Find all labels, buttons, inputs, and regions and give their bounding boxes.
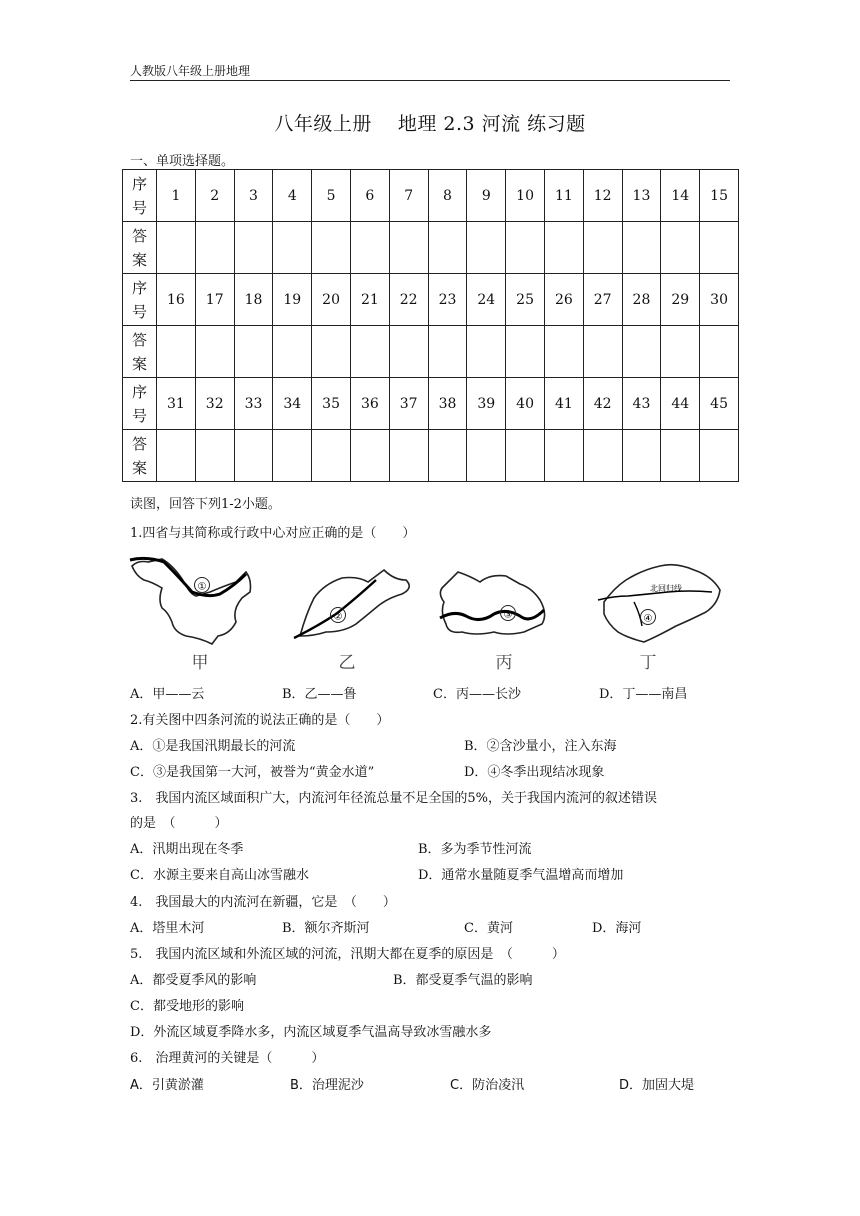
question-number-cell: 43 bbox=[622, 378, 661, 430]
q6-option-c: C．防治凌汛 bbox=[450, 1078, 525, 1093]
question-3-stem-line2: 的是 （ ） bbox=[130, 816, 228, 831]
question-number-cell: 40 bbox=[506, 378, 545, 430]
q3-option-a: A．汛期出现在冬季 bbox=[130, 842, 244, 857]
answer-cell[interactable] bbox=[195, 326, 234, 378]
question-number-cell: 1 bbox=[157, 170, 196, 222]
province-maps-figure bbox=[128, 552, 733, 677]
title-part1: 八年级上册 bbox=[274, 113, 372, 135]
answer-cell[interactable] bbox=[583, 326, 622, 378]
q1-option-a: A．甲——云 bbox=[130, 687, 205, 702]
question-number-cell: 31 bbox=[157, 378, 196, 430]
question-5-stem: 5. 我国内流区域和外流区域的河流，汛期大都在夏季的原因是 （ ） bbox=[130, 947, 565, 962]
answer-row bbox=[123, 222, 739, 274]
question-number-cell: 17 bbox=[195, 274, 234, 326]
title-part2: 地理 2.3 河流 练习题 bbox=[397, 113, 586, 135]
answer-cell[interactable] bbox=[544, 326, 583, 378]
q6-option-a: A．引黄淤灌 bbox=[130, 1078, 204, 1093]
answer-cell[interactable] bbox=[622, 326, 661, 378]
question-number-cell: 21 bbox=[350, 274, 389, 326]
answer-cell[interactable] bbox=[506, 430, 545, 482]
q2-option-b: B．②含沙量小，注入东海 bbox=[464, 739, 617, 754]
answer-cell[interactable] bbox=[157, 430, 196, 482]
page-title bbox=[0, 109, 860, 136]
answer-table bbox=[122, 169, 739, 482]
answer-cell[interactable] bbox=[312, 326, 351, 378]
question-number-cell: 15 bbox=[700, 170, 739, 222]
q5-option-b: B．都受夏季气温的影响 bbox=[393, 973, 533, 988]
answer-cell[interactable] bbox=[700, 222, 739, 274]
answer-cell[interactable] bbox=[350, 430, 389, 482]
answer-cell[interactable] bbox=[661, 430, 700, 482]
map-marker-1: ① bbox=[197, 581, 207, 593]
answer-cell[interactable] bbox=[467, 430, 506, 482]
question-number-cell: 2 bbox=[195, 170, 234, 222]
answer-cell[interactable] bbox=[700, 326, 739, 378]
answer-cell[interactable] bbox=[428, 222, 467, 274]
answer-label: 答 案 bbox=[123, 222, 157, 274]
question-number-cell: 12 bbox=[583, 170, 622, 222]
question-number-cell: 34 bbox=[273, 378, 312, 430]
answer-cell[interactable] bbox=[544, 430, 583, 482]
answer-cell[interactable] bbox=[157, 326, 196, 378]
map-marker-2: ② bbox=[333, 611, 343, 623]
map-label-ding: 丁 bbox=[639, 653, 657, 673]
question-number-cell: 23 bbox=[428, 274, 467, 326]
answer-cell[interactable] bbox=[544, 222, 583, 274]
question-number-cell: 19 bbox=[273, 274, 312, 326]
q4-option-d: D．海河 bbox=[592, 921, 642, 936]
question-number-cell: 16 bbox=[157, 274, 196, 326]
answer-cell[interactable] bbox=[389, 222, 428, 274]
q4-option-b: B．额尔齐斯河 bbox=[282, 921, 370, 936]
question-number-cell: 38 bbox=[428, 378, 467, 430]
q5-option-c: C．都受地形的影响 bbox=[130, 999, 244, 1014]
answer-cell[interactable] bbox=[506, 326, 545, 378]
question-number-cell: 32 bbox=[195, 378, 234, 430]
answer-cell[interactable] bbox=[157, 222, 196, 274]
map-label-yi: 乙 bbox=[338, 653, 356, 673]
q3-option-c: C．水源主要来自高山冰雪融水 bbox=[130, 868, 309, 883]
answer-cell[interactable] bbox=[622, 222, 661, 274]
answer-cell[interactable] bbox=[312, 222, 351, 274]
seq-row bbox=[123, 378, 739, 430]
question-number-cell: 44 bbox=[661, 378, 700, 430]
answer-row bbox=[123, 326, 739, 378]
answer-cell[interactable] bbox=[583, 222, 622, 274]
header-divider bbox=[130, 80, 730, 81]
section-heading: 一、单项选择题。 bbox=[130, 154, 235, 169]
question-number-cell: 41 bbox=[544, 378, 583, 430]
map-marker-4: ④ bbox=[643, 613, 653, 625]
answer-cell[interactable] bbox=[583, 430, 622, 482]
tropic-line-label: 北回归线 bbox=[650, 584, 682, 593]
question-number-cell: 33 bbox=[234, 378, 273, 430]
question-number-cell: 36 bbox=[350, 378, 389, 430]
answer-cell[interactable] bbox=[428, 430, 467, 482]
question-number-cell: 42 bbox=[583, 378, 622, 430]
question-number-cell: 14 bbox=[661, 170, 700, 222]
seq-row bbox=[123, 274, 739, 326]
question-number-cell: 35 bbox=[312, 378, 351, 430]
answer-cell[interactable] bbox=[350, 222, 389, 274]
question-number-cell: 20 bbox=[312, 274, 351, 326]
map-marker-3: ③ bbox=[503, 609, 513, 621]
q1-option-c: C．丙——长沙 bbox=[433, 687, 521, 702]
question-number-cell: 6 bbox=[350, 170, 389, 222]
answer-cell[interactable] bbox=[195, 430, 234, 482]
answer-cell[interactable] bbox=[234, 430, 273, 482]
answer-cell[interactable] bbox=[234, 326, 273, 378]
seq-row bbox=[123, 170, 739, 222]
question-number-cell: 24 bbox=[467, 274, 506, 326]
question-1-stem: 1.四省与其简称或行政中心对应正确的是（ ） bbox=[130, 526, 416, 541]
answer-cell[interactable] bbox=[389, 326, 428, 378]
question-number-cell: 27 bbox=[583, 274, 622, 326]
map-jia bbox=[130, 558, 251, 673]
question-number-cell: 39 bbox=[467, 378, 506, 430]
question-number-cell: 8 bbox=[428, 170, 467, 222]
question-number-cell: 13 bbox=[622, 170, 661, 222]
q2-option-c: C．③是我国第一大河，被誉为“黄金水道” bbox=[130, 765, 375, 780]
question-number-cell: 3 bbox=[234, 170, 273, 222]
answer-cell[interactable] bbox=[350, 326, 389, 378]
question-number-cell: 25 bbox=[506, 274, 545, 326]
question-number-cell: 18 bbox=[234, 274, 273, 326]
seq-label: 序 号 bbox=[123, 170, 157, 222]
q1-option-d: D．丁——南昌 bbox=[599, 687, 688, 702]
map-yi bbox=[294, 570, 409, 673]
question-number-cell: 45 bbox=[700, 378, 739, 430]
map-ding bbox=[598, 565, 720, 673]
q1-option-b: B．乙——鲁 bbox=[282, 687, 357, 702]
question-3-stem-line1: 3. 我国内流区域面积广大，内流河年径流总量不足全国的5%，关于我国内流河的叙述错误 bbox=[130, 791, 658, 806]
answer-cell[interactable] bbox=[389, 430, 428, 482]
answer-label: 答 案 bbox=[123, 326, 157, 378]
question-number-cell: 37 bbox=[389, 378, 428, 430]
q2-option-a: A．①是我国汛期最长的河流 bbox=[130, 739, 296, 754]
q5-option-a: A．都受夏季风的影响 bbox=[130, 973, 257, 988]
answer-cell[interactable] bbox=[273, 430, 312, 482]
answer-cell[interactable] bbox=[506, 222, 545, 274]
answer-cell[interactable] bbox=[661, 222, 700, 274]
map-label-jia: 甲 bbox=[191, 653, 209, 673]
answer-label: 答 案 bbox=[123, 430, 157, 482]
question-number-cell: 10 bbox=[506, 170, 545, 222]
q3-option-d: D．通常水量随夏季气温增高而增加 bbox=[418, 868, 624, 883]
question-6-stem: 6. 治理黄河的关键是（ ） bbox=[130, 1051, 325, 1066]
question-number-cell: 26 bbox=[544, 274, 583, 326]
q4-option-c: C．黄河 bbox=[464, 921, 513, 936]
map-label-bing: 丙 bbox=[495, 653, 513, 673]
answer-cell[interactable] bbox=[467, 326, 506, 378]
q6-option-b: B．治理泥沙 bbox=[290, 1078, 364, 1093]
answer-cell[interactable] bbox=[273, 222, 312, 274]
question-number-cell: 29 bbox=[661, 274, 700, 326]
answer-cell[interactable] bbox=[661, 326, 700, 378]
q5-option-d: D．外流区域夏季降水多，内流区域夏季气温高导致冰雪融水多 bbox=[130, 1025, 492, 1040]
page-header: 人教版八年级上册地理 bbox=[130, 64, 251, 78]
answer-cell[interactable] bbox=[700, 430, 739, 482]
map-bing bbox=[440, 572, 545, 673]
answer-cell[interactable] bbox=[312, 430, 351, 482]
question-number-cell: 30 bbox=[700, 274, 739, 326]
question-number-cell: 11 bbox=[544, 170, 583, 222]
question-number-cell: 28 bbox=[622, 274, 661, 326]
question-number-cell: 9 bbox=[467, 170, 506, 222]
q2-option-d: D．④冬季出现结冰现象 bbox=[464, 765, 605, 780]
seq-label: 序 号 bbox=[123, 378, 157, 430]
question-number-cell: 5 bbox=[312, 170, 351, 222]
question-2-stem: 2.有关图中四条河流的说法正确的是（ ） bbox=[130, 713, 390, 728]
answer-cell[interactable] bbox=[428, 326, 467, 378]
answer-cell[interactable] bbox=[467, 222, 506, 274]
q3-option-b: B．多为季节性河流 bbox=[418, 842, 532, 857]
question-number-cell: 4 bbox=[273, 170, 312, 222]
answer-cell[interactable] bbox=[234, 222, 273, 274]
question-4-stem: 4. 我国最大的内流河在新疆，它是 （ ） bbox=[130, 895, 396, 910]
question-number-cell: 22 bbox=[389, 274, 428, 326]
answer-cell[interactable] bbox=[622, 430, 661, 482]
answer-cell[interactable] bbox=[195, 222, 234, 274]
seq-label: 序 号 bbox=[123, 274, 157, 326]
answer-cell[interactable] bbox=[273, 326, 312, 378]
q6-option-d: D．加固大堤 bbox=[619, 1078, 695, 1093]
reading-intro: 读图，回答下列1-2小题。 bbox=[130, 497, 281, 512]
answer-row bbox=[123, 430, 739, 482]
q4-option-a: A．塔里木河 bbox=[130, 921, 205, 936]
question-number-cell: 7 bbox=[389, 170, 428, 222]
